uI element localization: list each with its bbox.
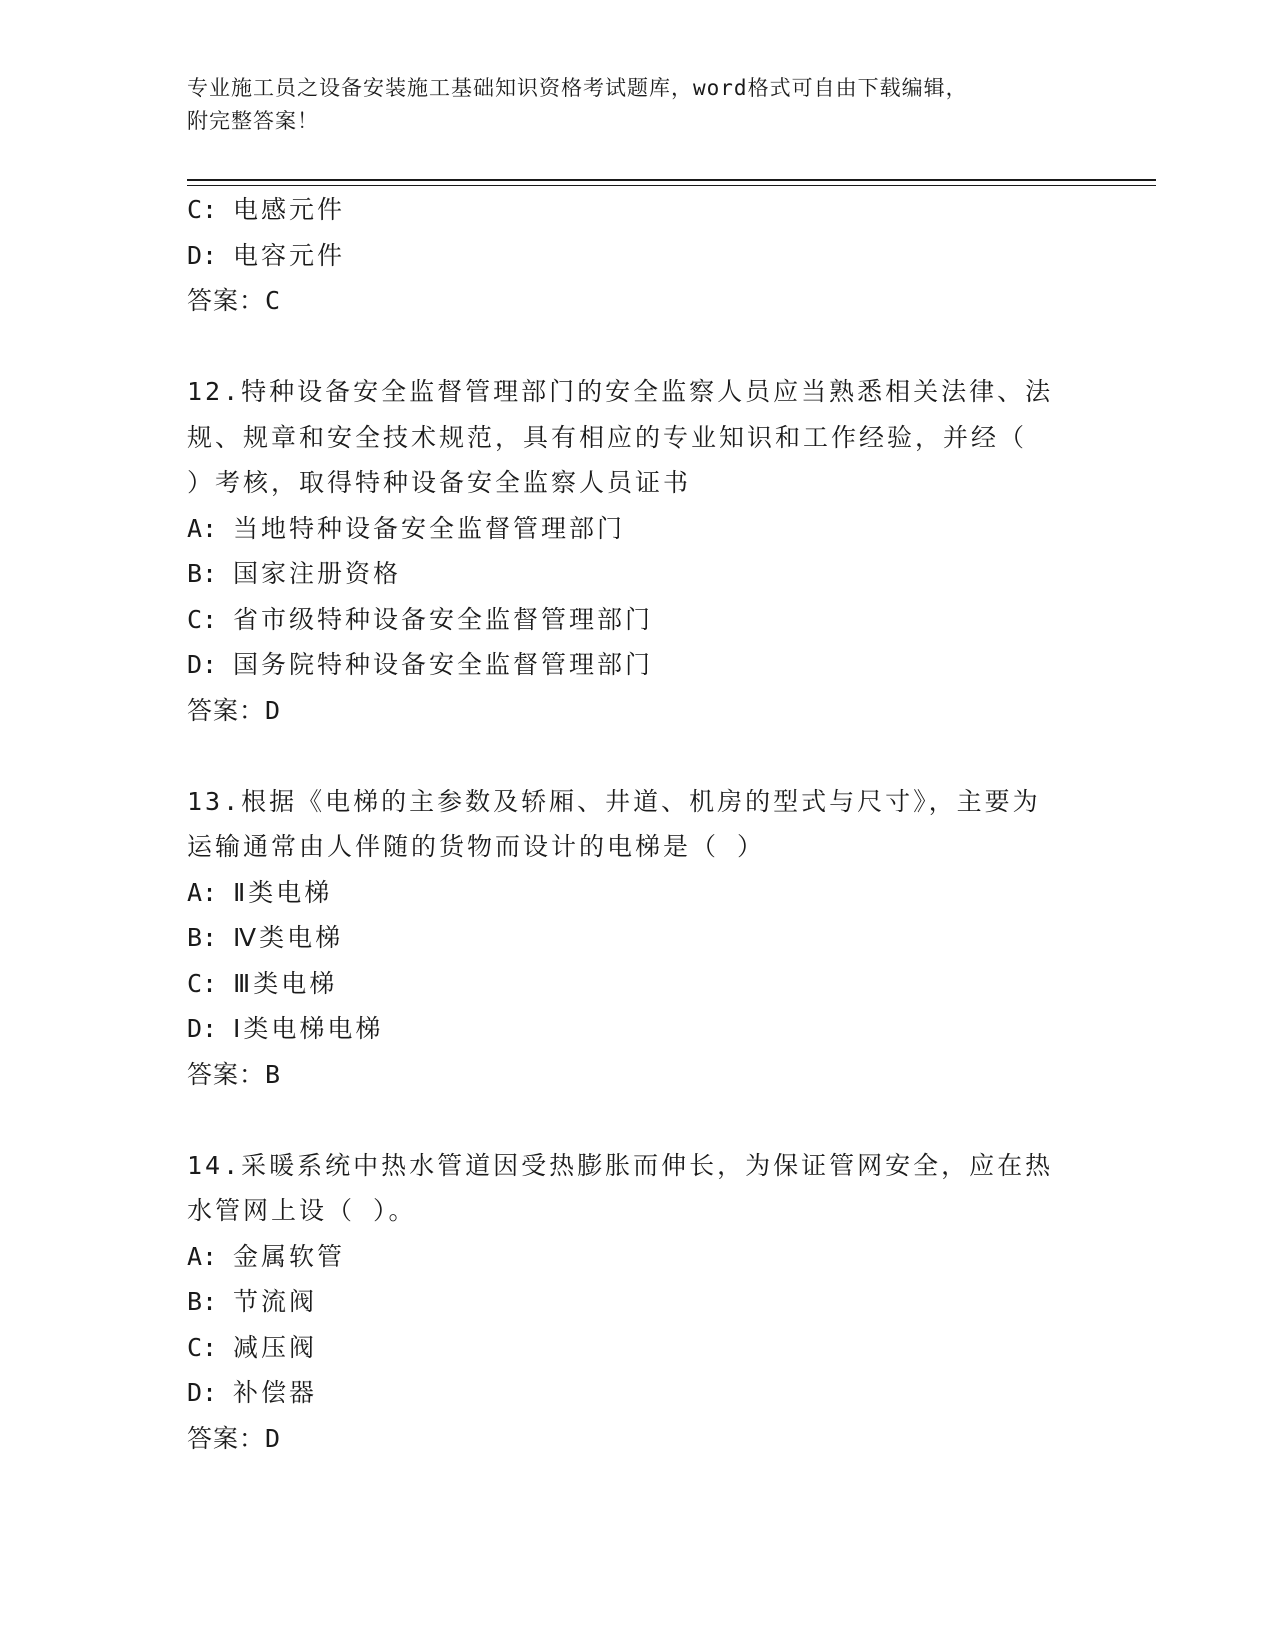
question-list (187, 187, 1087, 1461)
spacer (187, 324, 1087, 370)
question-block-12 (187, 369, 1087, 733)
option-c (187, 1325, 1087, 1371)
option-b (187, 1279, 1087, 1325)
header-line-2: 附完整答案！ (187, 109, 319, 133)
option-key: D: (187, 650, 218, 679)
option-key: A: (187, 513, 218, 543)
option-key: D: (187, 1378, 218, 1407)
option-text: 补偿器 (233, 1378, 318, 1407)
header-divider-thick (187, 179, 1156, 181)
option-text: 省市级特种设备安全监督管理部门 (233, 604, 654, 634)
option-d (187, 1370, 1087, 1416)
question-text-line: 运输通常由人伴随的货物而设计的电梯是（ ） (187, 832, 766, 861)
option-key: B: (187, 1287, 218, 1316)
header-line-1: 专业施工员之设备安装施工基础知识资格考试题库，word格式可自由下载编辑， (187, 76, 968, 100)
question-block-13 (187, 779, 1087, 1098)
answer-line: 答案：D (187, 695, 282, 725)
option-a (187, 506, 1087, 552)
option-c (187, 187, 1087, 233)
option-key: C: (187, 1332, 218, 1362)
option-d (187, 1006, 1087, 1052)
option-d (187, 642, 1087, 688)
option-c (187, 961, 1087, 1007)
option-text: 国务院特种设备安全监督管理部门 (233, 650, 654, 679)
question-text-line: 规、规章和安全技术规范，具有相应的专业知识和工作经验，并经（ (187, 422, 1028, 452)
option-b (187, 915, 1087, 961)
answer-line: 答案：C (187, 286, 282, 315)
option-key: A: (187, 1241, 218, 1271)
option-a (187, 1234, 1087, 1280)
question-text-line: 水管网上设（ ）。 (187, 1196, 417, 1225)
option-key: A: (187, 877, 218, 907)
option-key: C: (187, 968, 218, 998)
document-header (187, 72, 1087, 138)
answer-line: 答案：D (187, 1423, 282, 1453)
option-text: Ⅰ类电梯电梯 (233, 1014, 384, 1043)
option-key: B: (187, 559, 218, 588)
option-text: Ⅱ类电梯 (233, 877, 333, 907)
question-text-line: 12.特种设备安全监督管理部门的安全监察人员应当熟悉相关法律、法 (187, 377, 1054, 406)
option-text: Ⅲ类电梯 (233, 968, 338, 998)
option-b (187, 551, 1087, 597)
option-key: C: (187, 604, 218, 634)
option-text: 节流阀 (233, 1287, 318, 1316)
header-divider-thin (187, 185, 1156, 186)
option-text: 国家注册资格 (233, 559, 402, 588)
option-key: D: (187, 1014, 218, 1043)
option-key: D: (187, 240, 218, 270)
option-key: C: (187, 195, 218, 224)
question-block-previous (187, 187, 1087, 324)
option-text: Ⅳ类电梯 (233, 923, 344, 952)
option-c (187, 597, 1087, 643)
spacer (187, 1097, 1087, 1143)
option-key: B: (187, 923, 218, 952)
answer-line: 答案：B (187, 1059, 282, 1089)
question-text-line: ）考核，取得特种设备安全监察人员证书 (187, 468, 692, 497)
option-text: 电容元件 (233, 240, 346, 270)
question-text-line: 13.根据《电梯的主参数及轿厢、井道、机房的型式与尺寸》，主要为 (187, 786, 1041, 816)
option-a (187, 870, 1087, 916)
spacer (187, 733, 1087, 779)
option-text: 金属软管 (233, 1241, 346, 1271)
option-text: 减压阀 (233, 1332, 318, 1362)
option-d (187, 233, 1087, 279)
option-text: 当地特种设备安全监督管理部门 (233, 513, 626, 543)
option-text: 电感元件 (233, 195, 346, 224)
question-text-line: 14.采暖系统中热水管道因受热膨胀而伸长，为保证管网安全，应在热 (187, 1150, 1054, 1180)
question-block-14 (187, 1143, 1087, 1462)
